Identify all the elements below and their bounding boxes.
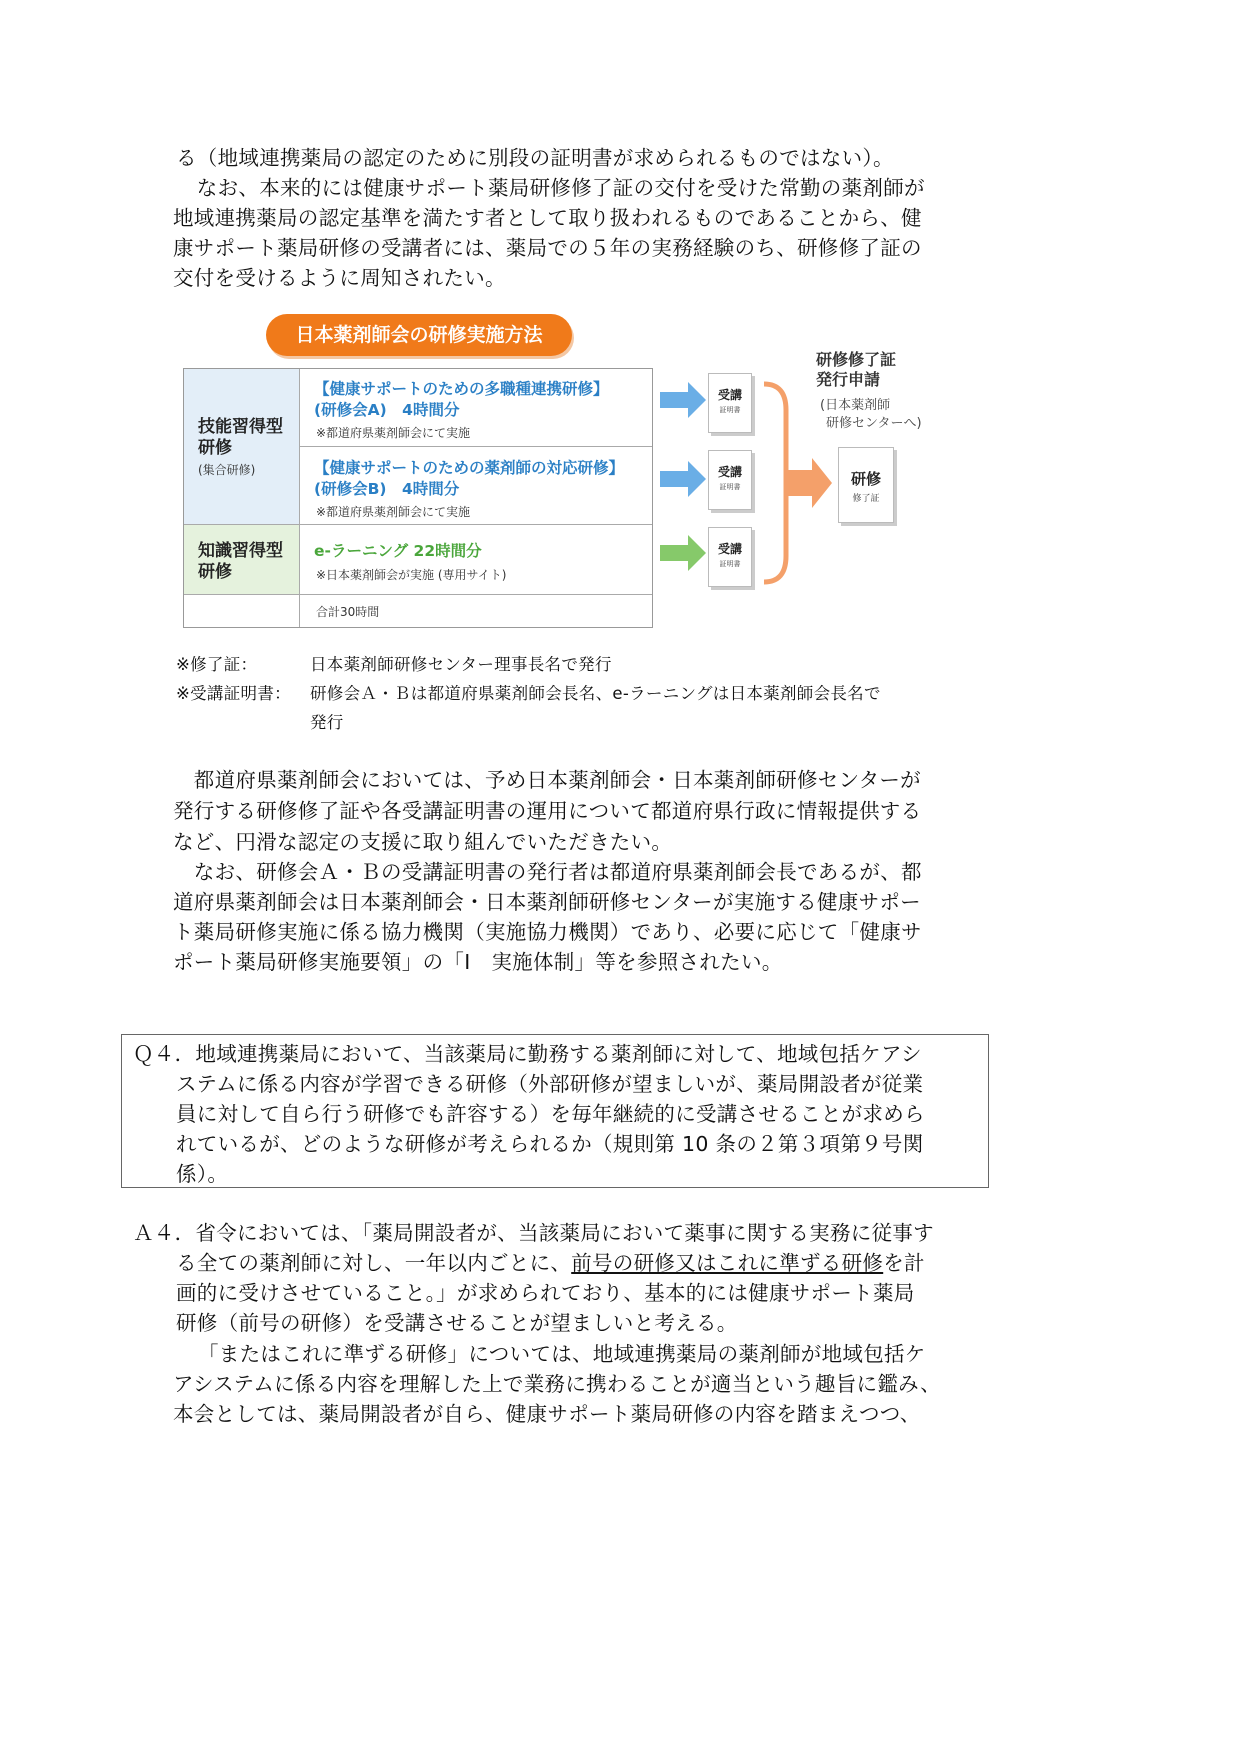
a4-line-4: 研修（前号の研修）を受講させることが望ましいと考える。 — [176, 1311, 738, 1335]
q4-line-4: れているが、どのような研修が考えられるか（規則第 10 条の２第３項第９号関 — [176, 1132, 924, 1156]
attendance-certificate-a — [708, 373, 752, 433]
figure-title: 日本薬剤師会の研修実施方法 — [266, 314, 572, 356]
apply-title-1: 研修修了証 — [816, 350, 897, 369]
course-a-note: ※都道府県薬剤師会にて実施 — [316, 426, 471, 440]
knowledge-label-2: 研修 — [198, 562, 232, 582]
intro-line-4: 康サポート薬局研修の受講者には、薬局での５年の実務経験のち、研修修了証の — [173, 236, 922, 260]
body2-line-7: ポート薬局研修実施要領」の「Ⅰ 実施体制」等を参照されたい。 — [173, 950, 783, 974]
cert-sub: 証明書 — [719, 406, 741, 414]
skill-label-1: 技能習得型 — [198, 417, 283, 437]
course-a-title: 【健康サポートのための多職種連携研修】 — [314, 380, 609, 398]
a4-line-7: 本会としては、薬局開設者が自ら、健康サポート薬局研修の内容を踏まえつつ、 — [173, 1402, 921, 1426]
a4-line-3: 画的に受けさせていること。」が求められており、基本的には健康サポート薬局 — [176, 1281, 915, 1305]
course-b-title: 【健康サポートのための薬剤師の対応研修】 — [314, 459, 625, 477]
note-2-label: ※受講証明書： — [176, 684, 291, 703]
a4-underlined-phrase: 前号の研修又はこれに準ずる研修 — [571, 1251, 884, 1275]
a4-line-1: Ａ４．省令においては、「薬局開設者が、当該薬局において薬事に関する実務に従事す — [133, 1221, 934, 1245]
cert-sub: 証明書 — [719, 483, 741, 491]
a4-line-5: 「またはこれに準ずる研修」については、地域連携薬局の薬剤師が地域包括ケ — [198, 1342, 926, 1366]
elearning-title: e-ラーニング 22時間分 — [314, 542, 482, 560]
course-b-hours: (研修会B) 4時間分 — [314, 480, 460, 498]
attendance-certificate-b — [708, 450, 752, 510]
intro-line-2: なお、本来的には健康サポート薬局研修修了証の交付を受けた常勤の薬剤師が — [176, 176, 925, 200]
cert-label: 受講 — [717, 465, 742, 479]
note-1-text: 日本薬剤師研修センター理事長名で発行 — [310, 655, 612, 674]
body2-line-3: など、円滑な認定の支援に取り組んでいただきたい。 — [173, 830, 673, 854]
apply-sub-2: 研修センターへ) — [826, 416, 922, 431]
completion-certificate — [838, 447, 894, 523]
total-empty-cell — [184, 595, 300, 627]
cert-label: 受講 — [717, 542, 742, 556]
skill-label-2: 研修 — [198, 438, 232, 458]
intro-line-3: 地域連携薬局の認定基準を満たす者として取り扱われるものであることから、健 — [173, 206, 922, 230]
cert-label: 受講 — [717, 388, 742, 402]
a4-line-6: アシステムに係る内容を理解した上で業務に携わることが適当という趣旨に鑑み、 — [173, 1372, 941, 1396]
q4-line-3: 員に対して自ら行う研修でも許容する）を毎年継続的に受講させることが求めら — [176, 1102, 925, 1126]
total-hours: 合計30時間 — [316, 605, 380, 619]
training-table — [183, 368, 653, 628]
body2-line-4: なお、研修会Ａ・Ｂの受講証明書の発行者は都道府県薬剤師会長であるが、都 — [173, 860, 922, 884]
note-1-label: ※修了証： — [176, 655, 258, 674]
course-a-hours: (研修会A) 4時間分 — [314, 401, 460, 419]
intro-line-1: る（地域連携薬局の認定のために別段の証明書が求められるものではない）。 — [176, 146, 894, 170]
attendance-certificate-elearning — [708, 527, 752, 587]
body2-line-2: 発行する研修修了証や各受講証明書の運用について都道府県行政に情報提供する — [173, 799, 922, 823]
body2-line-5: 道府県薬剤師会は日本薬剤師会・日本薬剤師研修センターが実施する健康サポー — [173, 890, 921, 914]
a4-line-2-post: を計 — [883, 1251, 925, 1275]
knowledge-label-1: 知識習得型 — [198, 541, 283, 561]
intro-line-5: 交付を受けるように周知されたい。 — [173, 266, 506, 290]
body2-line-6: ト薬局研修実施に係る協力機関（実施協力機関）であり、必要に応じて「健康サ — [173, 920, 922, 944]
arrow-right-icon — [660, 535, 706, 571]
note-2-text: 研修会Ａ・Ｂは都道府県薬剤師会長名、e-ラーニングは日本薬剤師会長名で — [310, 684, 881, 703]
final-cert-sub: 修了証 — [852, 494, 880, 504]
apply-title-2: 発行申請 — [816, 370, 881, 389]
body2-line-1: 都道府県薬剤師会においては、予め日本薬剤師会・日本薬剤師研修センターが — [173, 768, 921, 792]
apply-sub-1: (日本薬剤師 — [820, 398, 891, 413]
course-b-note: ※都道府県薬剤師会にて実施 — [316, 505, 471, 519]
note-2-text-cont: 発行 — [310, 713, 344, 732]
a4-line-2-pre: る全ての薬剤師に対し、一年以内ごとに、 — [176, 1251, 572, 1275]
arrow-right-icon — [660, 382, 706, 418]
elearning-note: ※日本薬剤師会が実施 (専用サイト) — [316, 568, 507, 582]
arrow-right-icon — [660, 461, 706, 497]
q4-line-2: ステムに係る内容が学習できる研修（外部研修が望ましいが、薬局開設者が従業 — [176, 1072, 924, 1096]
cert-sub: 証明書 — [719, 560, 741, 568]
skill-sub: (集合研修) — [198, 463, 256, 477]
q4-line-5: 係）。 — [176, 1162, 229, 1186]
a4-line-2 — [176, 1248, 925, 1278]
final-cert-label: 研修 — [850, 470, 881, 488]
q4-line-1: Ｑ４．地域連携薬局において、当該薬局に勤務する薬剤師に対して、地域包括ケアシ — [133, 1042, 922, 1066]
